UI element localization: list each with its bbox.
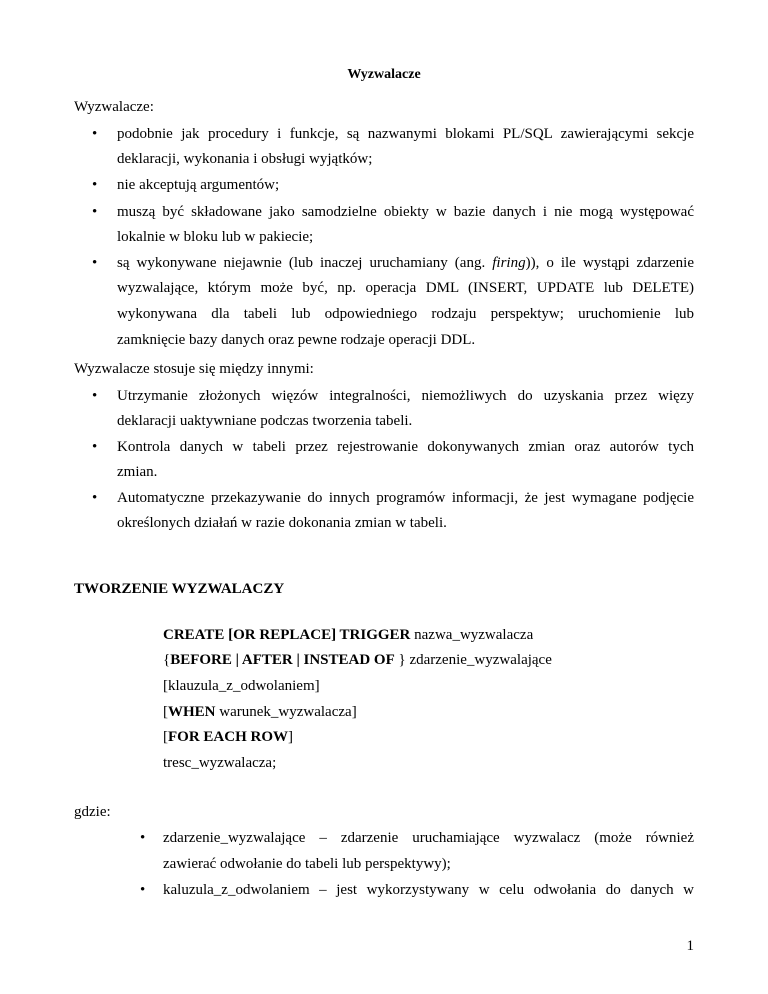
intro-item-4-line-4: zamknięcie bazy danych oraz pewne rodzaje operacji DDL. xyxy=(117,332,476,348)
section-heading: TWORZENIE WYZWALACZY xyxy=(74,581,285,597)
page-title: Wyzwalacze xyxy=(347,67,421,82)
bullet-icon: • xyxy=(140,830,146,846)
usage-item-1-line-2: deklaracji uaktywniane podczas tworzenia tabeli. xyxy=(117,413,413,429)
bullet-icon: • xyxy=(92,177,98,193)
intro-item-1-line-2: deklaracji, wykonania i obsługi wyjątków; xyxy=(117,151,373,167)
usage-item-2-line-2: zmian. xyxy=(117,464,158,480)
syntax-line-5: [FOR EACH ROW] xyxy=(163,729,293,745)
syntax-line-1: CREATE [OR REPLACE] TRIGGER nazwa_wyzwalacza xyxy=(163,627,534,643)
intro-item-2-line-1: nie akceptują argumentów; xyxy=(117,177,280,193)
bullet-icon: • xyxy=(92,255,98,271)
intro-item-3-line-1: muszą być składowane jako samodzielne obiekty w bazie danych i nie mogą występować xyxy=(117,204,694,220)
bullet-icon: • xyxy=(92,439,98,455)
syntax-line-3: [klauzula_z_odwolaniem] xyxy=(163,678,320,694)
usage-item-1-line-1: Utrzymanie złożonych więzów integralności, niemożliwych do uzyskania przez więzy xyxy=(117,388,694,404)
usage-heading: Wyzwalacze stosuje się między innymi: xyxy=(74,361,314,377)
where-item-1-line-1: zdarzenie_wyzwalające – zdarzenie uruchamiające wyzwalacz (może również xyxy=(163,830,694,846)
bullet-icon: • xyxy=(92,126,98,142)
bullet-icon: • xyxy=(140,882,146,898)
syntax-line-4: [WHEN warunek_wyzwalacza] xyxy=(163,704,357,720)
syntax-line-6: tresc_wyzwalacza; xyxy=(163,755,277,771)
page-number: 1 xyxy=(686,938,694,954)
syntax-line-2: {BEFORE | AFTER | INSTEAD OF } zdarzenie_wyzwalające xyxy=(163,652,552,668)
where-label: gdzie: xyxy=(74,804,111,820)
where-item-2-line-1: kaluzula_z_odwolaniem – jest wykorzystywany w celu odwołania do danych w xyxy=(163,882,694,898)
intro-item-1-line-1: podobnie jak procedury i funkcje, są nazwanymi blokami PL/SQL zawierającymi sekcje xyxy=(117,126,694,142)
where-item-1-line-2: zawierać odwołanie do tabeli lub perspektywy); xyxy=(163,856,451,872)
usage-item-2-line-1: Kontrola danych w tabeli przez rejestrowanie dokonywanych zmian oraz autorów tych xyxy=(117,439,694,455)
bullet-icon: • xyxy=(92,490,98,506)
intro-item-3-line-2: lokalnie w bloku lub w pakiecie; xyxy=(117,229,314,245)
usage-item-3-line-1: Automatyczne przekazywanie do innych programów informacji, że jest wymagane podjęcie xyxy=(117,490,694,506)
bullet-icon: • xyxy=(92,388,98,404)
usage-item-3-line-2: określonych działań w razie dokonania zmian w tabeli. xyxy=(117,515,447,531)
intro-item-4-line-1: są wykonywane niejawnie (lub inaczej uruchamiany (ang. firing)), o ile wystąpi zdarzenie xyxy=(117,255,694,271)
intro-item-4-line-2: wyzwalające, którym może być, np. operacja DML (INSERT, UPDATE lub DELETE) xyxy=(117,280,694,296)
intro-item-4-line-3: wykonywana dla tabeli lub odpowiedniego rodzaju perspektyw; uruchomienie lub xyxy=(117,306,694,322)
bullet-icon: • xyxy=(92,204,98,220)
intro-heading: Wyzwalacze: xyxy=(74,99,154,115)
